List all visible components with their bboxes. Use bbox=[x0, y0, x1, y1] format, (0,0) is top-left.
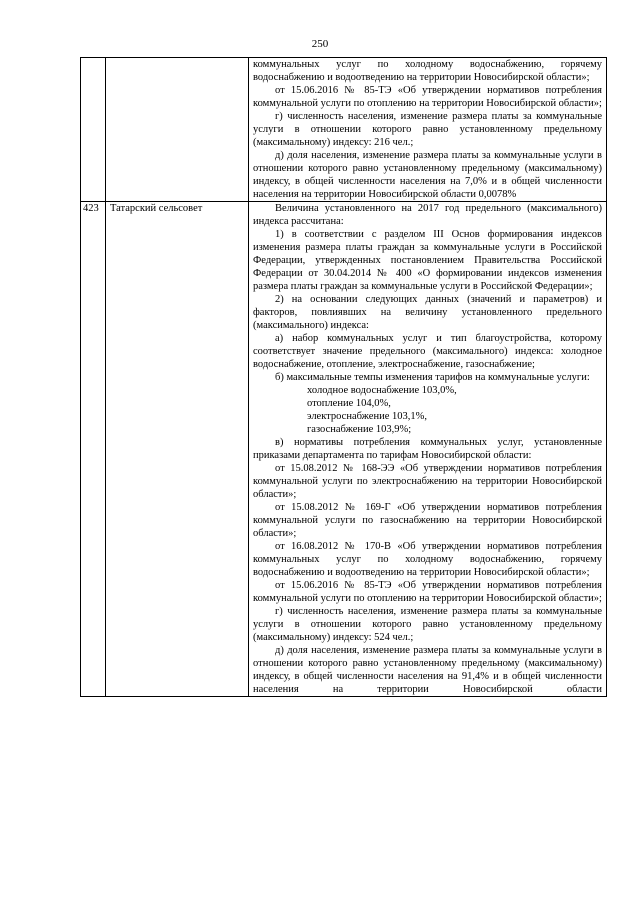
paragraph: электроснабжение 103,1%, bbox=[307, 411, 427, 422]
paragraph: г) численность населения, изменение размера платы за коммунальные услуги в отношении которого равно установленному предельному (максимальному) индексу: 216 чел.; bbox=[253, 111, 602, 148]
paragraph: б) максимальные темпы изменения тарифов на коммунальные услуги: bbox=[275, 372, 590, 383]
table-row bbox=[81, 202, 607, 697]
table-row bbox=[81, 58, 607, 202]
paragraph: д) доля населения, изменение размера платы за коммунальные услуги в отношении которого равно установленному предельному (максимальному) индексу, в общей численности населения на 91,4% и в общей численности населения на территории Новосибирской области bbox=[253, 645, 602, 695]
description-cell bbox=[249, 58, 607, 202]
row-number-cell bbox=[81, 58, 106, 202]
paragraph: коммунальных услуг по холодному водоснабжению, горячему водоснабжению и водоотведению на территории Новосибирской области»; bbox=[253, 59, 602, 83]
paragraph: а) набор коммунальных услуг и тип благоустройства, которому соответствует значение предельного (максимального) индекса: холодное водоснабжение, отопление, электроснабжение, газоснабжение; bbox=[253, 333, 602, 370]
paragraph: 2) на основании следующих данных (значений и параметров) и факторов, повлиявших на величину установленного предельного (максимального) индекса: bbox=[253, 294, 602, 331]
paragraph: отопление 104,0%, bbox=[307, 398, 391, 409]
row-number-cell: 423 bbox=[81, 202, 106, 697]
paragraph: газоснабжение 103,9%; bbox=[307, 424, 412, 435]
page-number: 250 bbox=[311, 38, 329, 50]
index-table bbox=[80, 57, 607, 697]
paragraph: д) доля населения, изменение размера платы за коммунальные услуги в отношении которого равно установленному предельному (максимальному) индексу, в общей численности населения на 7,0% и в общей численности населения на территории Новосибирской области 0,0078% bbox=[253, 150, 602, 200]
paragraph: от 16.08.2012 № 170-В «Об утверждении нормативов потребления коммунальных услуг по холодному водоснабжению, горячему водоснабжению и водоотведению на территории Новосибирской области»; bbox=[253, 541, 602, 578]
paragraph: от 15.08.2012 № 169-Г «Об утверждении нормативов потребления коммунальной услуги по газоснабжению на территории Новосибирской области»; bbox=[253, 502, 602, 539]
paragraph: от 15.06.2016 № 85-ТЭ «Об утверждении нормативов потребления коммунальной услуги по отоплению на территории Новосибирской области»; bbox=[253, 85, 602, 109]
paragraph: г) численность населения, изменение размера платы за коммунальные услуги в отношении которого равно установленному предельному (максимальному) индексу: 524 чел.; bbox=[253, 606, 602, 643]
paragraph: в) нормативы потребления коммунальных услуг, установленные приказами департамента по тарифам Новосибирской области: bbox=[253, 437, 602, 461]
municipality-cell: Татарский сельсовет bbox=[106, 202, 249, 697]
paragraph: Величина установленного на 2017 год предельного (максимального) индекса рассчитана: bbox=[253, 203, 602, 227]
municipality-cell bbox=[106, 58, 249, 202]
paragraph: 1) в соответствии с разделом III Основ формирования индексов изменения размера платы граждан за коммунальные услуги в Российской Федерации, утвержденных постановлением Правительства Российской Федерации от 30.04.2014 № 400 «О формировании индексов изменения размера платы граждан за коммунальные услуги в Российской Федерации»; bbox=[253, 229, 602, 292]
paragraph: холодное водоснабжение 103,0%, bbox=[307, 385, 457, 396]
description-cell bbox=[249, 202, 607, 697]
paragraph: от 15.08.2012 № 168-ЭЭ «Об утверждении нормативов потребления коммунальной услуги по электроснабжению на территории Новосибирской области»; bbox=[253, 463, 602, 500]
paragraph: от 15.06.2016 № 85-ТЭ «Об утверждении нормативов потребления коммунальной услуги по отоплению на территории Новосибирской области»; bbox=[253, 580, 602, 604]
